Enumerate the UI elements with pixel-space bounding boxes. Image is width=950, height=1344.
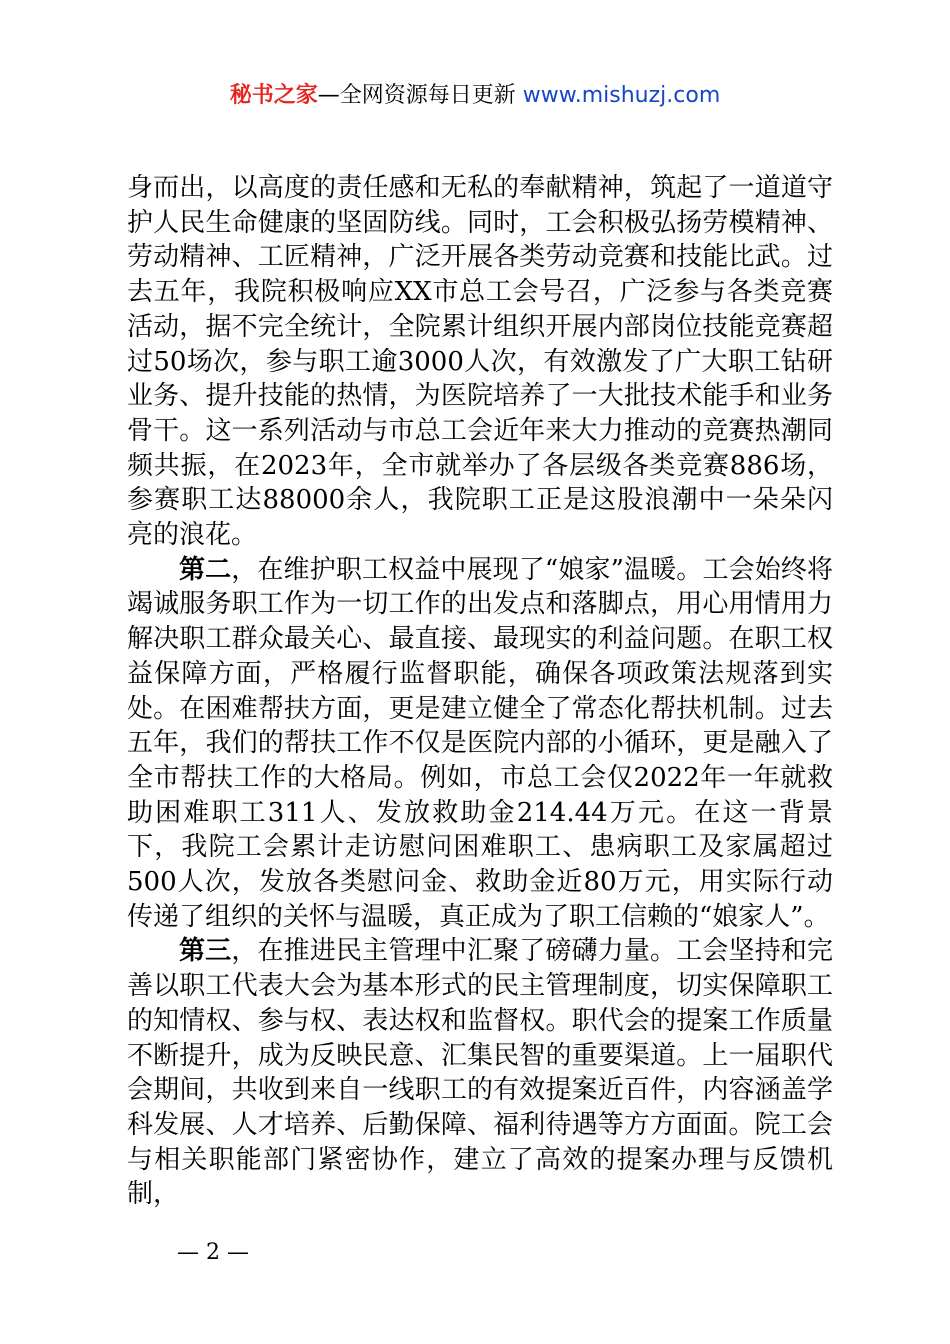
header-slogan: —全网资源每日更新 <box>317 83 516 108</box>
page-number: — 2 — <box>177 1240 249 1265</box>
document-body <box>127 171 833 1212</box>
paragraph-2-text: ，在维护职工权益中展现了“娘家”温暖。工会始终将竭诚服务职工作为一切工作的出发点和落脚点，用心用情用力解决职工群众最关心、最直接、最现实的利益问题。在职工权益保障方面，严格履行监督职能，确保各项政策法规落到实处。在困难帮扶方面，更是建立健全了常态化帮扶机制。过去五年，我们的帮扶工作不仅是医院内部的小循环，更是融入了全市帮扶工作的大格局。例如，市总工会仅2022年一年就救助困难职工311人、发放救助金214.44万元。在这一背景下，我院工会累计走访慰问困难职工、患病职工及家属超过500人次，发放各类慰问金、救助金近80万元，用实际行动传递了组织的关怀与温暖，真正成为了职工信赖的“娘家人”。 <box>127 554 833 932</box>
paragraph-3-text: ，在推进民主管理中汇聚了磅礴力量。工会坚持和完善以职工代表大会为基本形式的民主管理制度，切实保障职工的知情权、参与权、表达权和监督权。职代会的提案工作质量不断提升，成为反映民意、汇集民智的重要渠道。上一届职代会期间，共收到来自一线职工的有效提案近百件，内容涵盖学科发展、人才培养、后勤保障、福利待遇等方方面面。院工会与相关职能部门紧密协作，建立了高效的提案办理与反馈机制， <box>127 936 833 1210</box>
paragraph-1: 身而出，以高度的责任感和无私的奉献精神，筑起了一道道守护人民生命健康的坚固防线。同时，工会积极弘扬劳模精神、劳动精神、工匠精神，广泛开展各类劳动竞赛和技能比武。过去五年，我院积极响应XX市总工会号召，广泛参与各类竞赛活动，据不完全统计，全院累计组织开展内部岗位技能竞赛超过50场次，参与职工逾3000人次，有效激发了广大职工钻研业务、提升技能的热情，为医院培养了一大批技术能手和业务骨干。这一系列活动与市总工会近年来大力推动的竞赛热潮同频共振，在2023年，全市就举办了各层级各类竞赛886场，参赛职工达88000余人，我院职工正是这股浪潮中一朵朵闪亮的浪花。 <box>127 173 833 551</box>
paragraph-2 <box>127 553 833 935</box>
brand-name: 秘书之家 <box>229 83 318 108</box>
paragraph-2-lead: 第二 <box>179 554 232 585</box>
site-url-link[interactable]: www.mishuzj.com <box>522 83 721 108</box>
paragraph-3 <box>127 934 833 1212</box>
site-header <box>0 80 950 112</box>
paragraph-3-lead: 第三 <box>179 936 232 967</box>
